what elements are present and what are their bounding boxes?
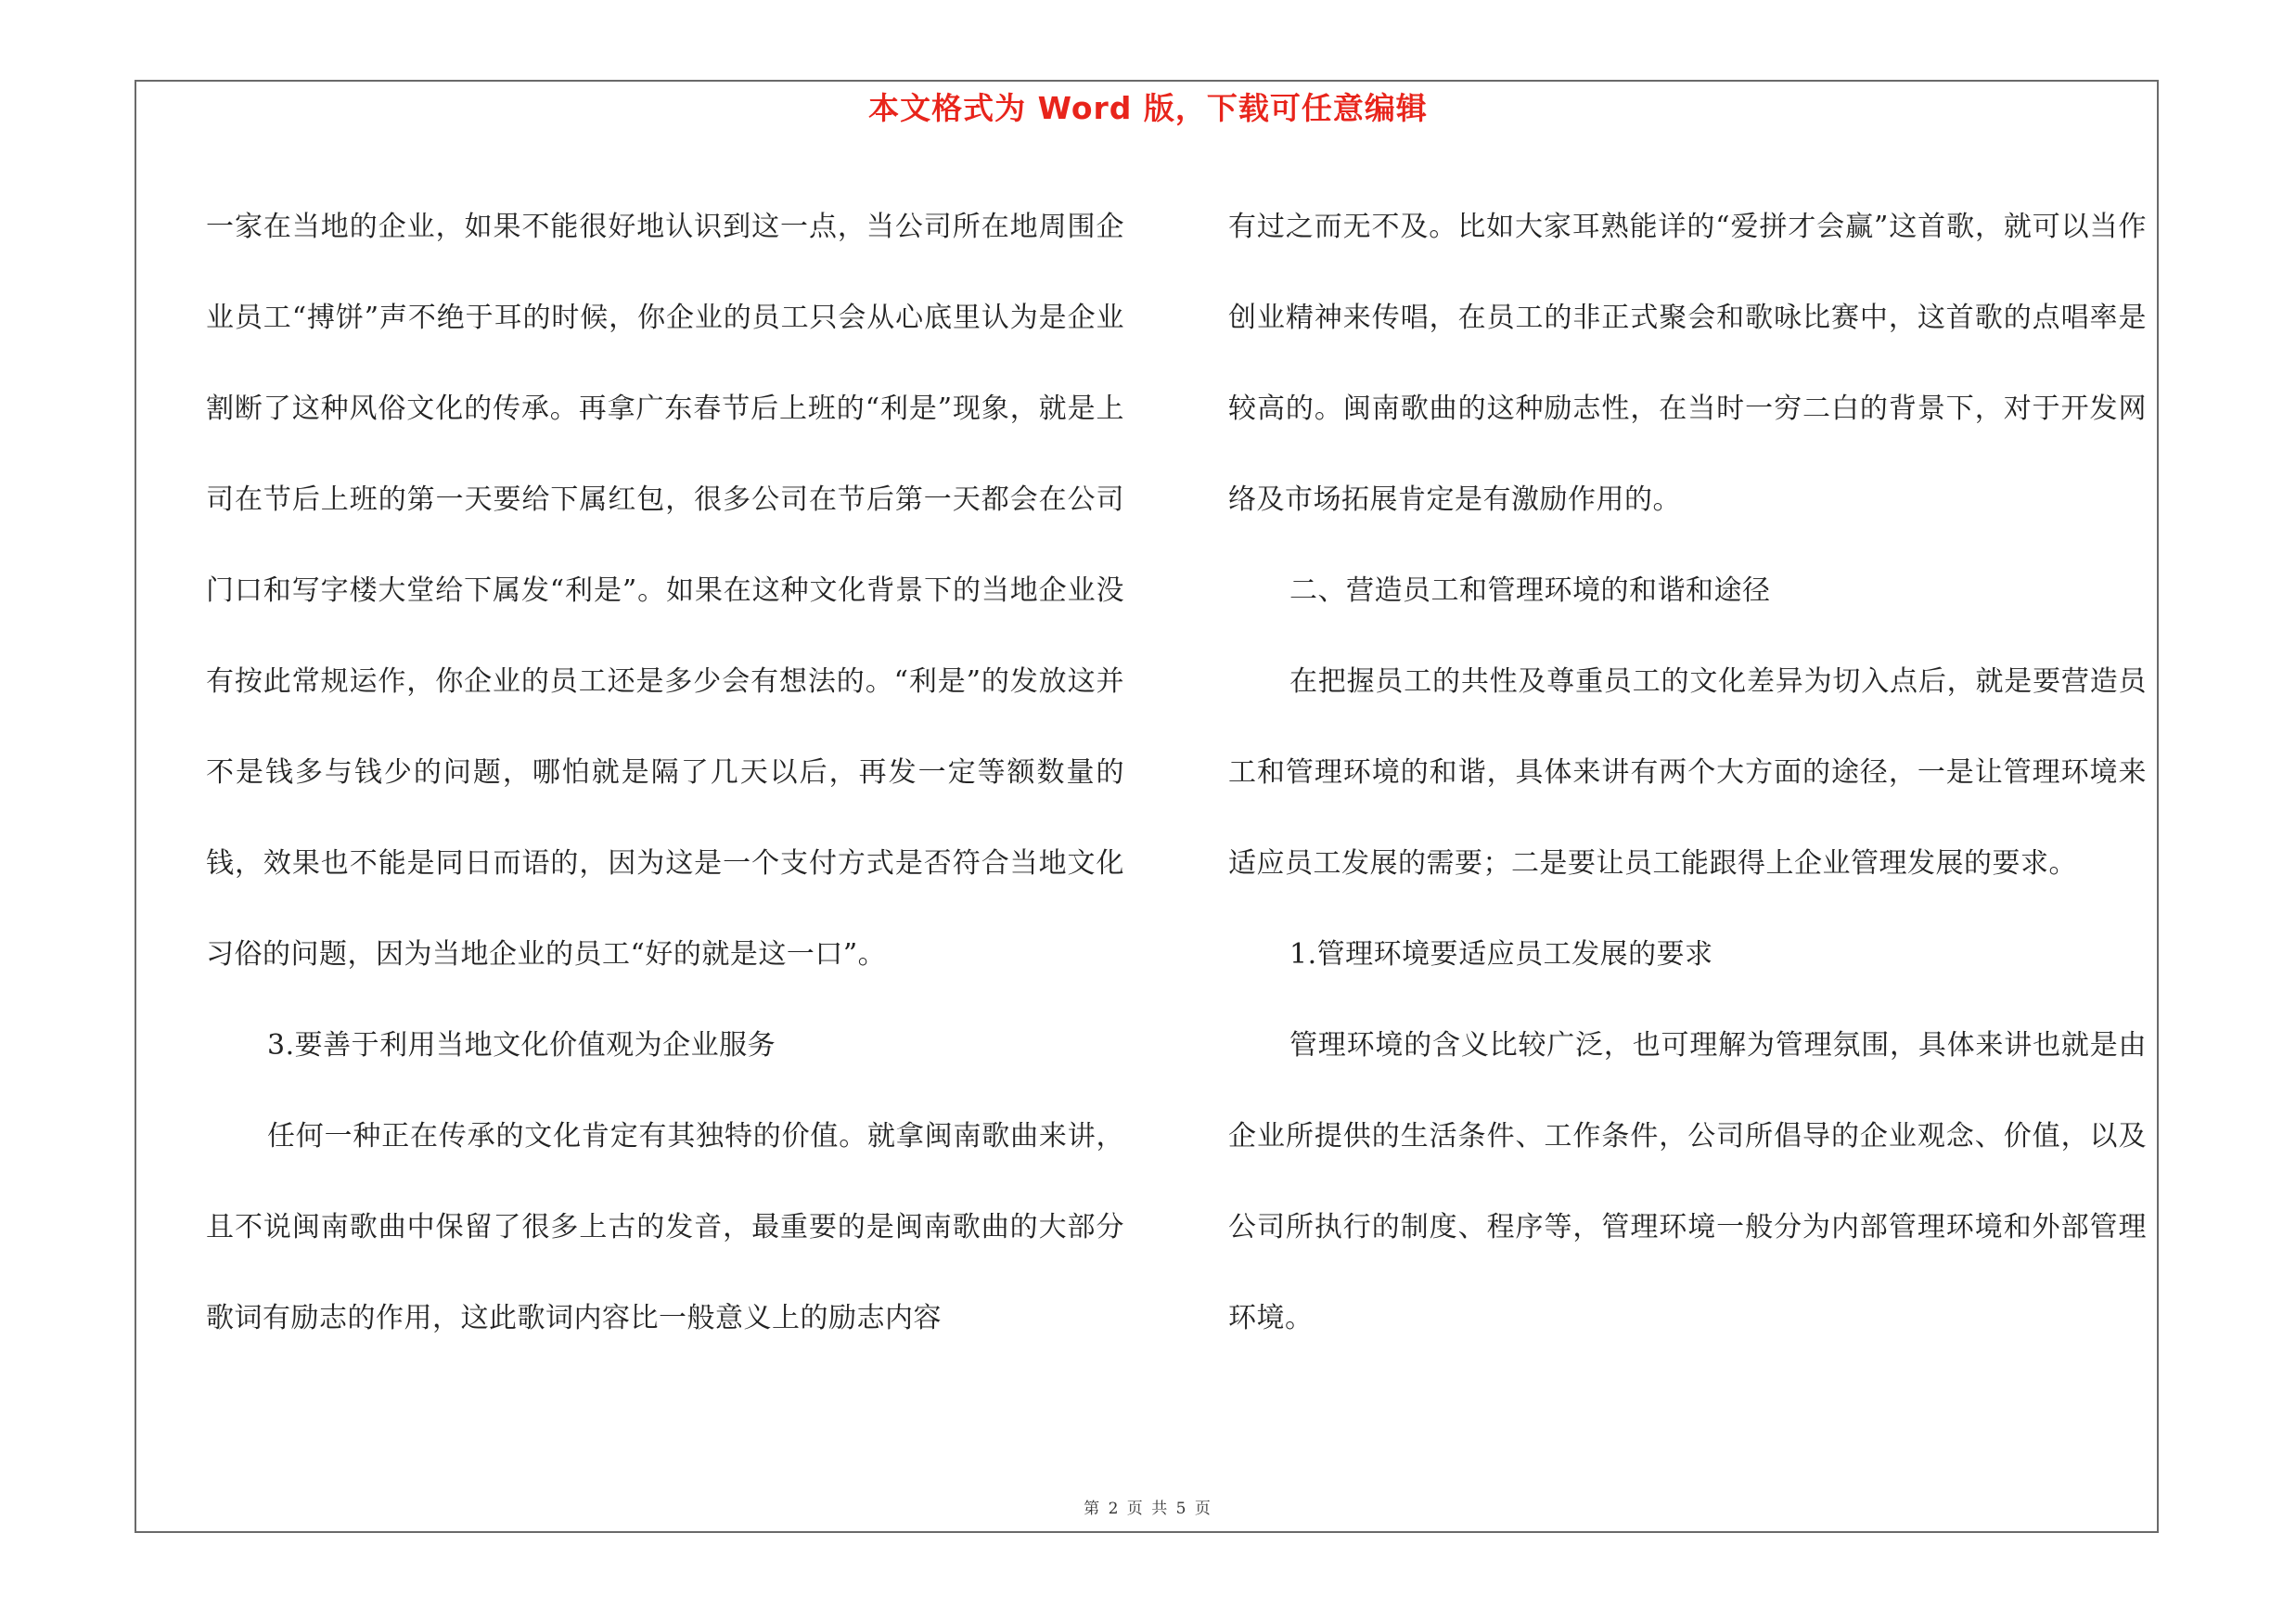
section-heading: 3.要善于利用当地文化价值观为企业服务	[267, 1029, 776, 1062]
paragraph: 在把握员工的共性及尊重员工的文化差异为切入点后，就是要营造员工和管理环境的和谐，具体来讲有两个大方面的途径，一是让管理环境来适应员工发展的需要；二是要让员工能跟得上企业管理发展的要求。	[1228, 665, 2147, 880]
left-column	[206, 182, 1124, 1364]
paragraph: 一家在当地的企业，如果不能很好地认识到这一点，当公司所在地周围企业员工“搏饼”声不绝于耳的时候，你企业的员工只会从心底里认为是企业割断了这种风俗文化的传承。再拿广东春节后上班的“利是”现象，就是上司在节后上班的第一天要给下属红包，很多公司在节后第一天都会在公司门口和写字楼大堂给下属发“利是”。如果在这种文化背景下的当地企业没有按此常规运作，你企业的员工还是多少会有想法的。“利是”的发放这并不是钱多与钱少的问题，哪怕就是隔了几天以后，再发一定等额数量的钱，效果也不能是同日而语的，因为这是一个支付方式是否符合当地文化习俗的问题，因为当地企业的员工“好的就是这一口”。	[206, 211, 1124, 971]
page-number-footer: 第 2 页 共 5 页	[1084, 1500, 1212, 1518]
paragraph: 任何一种正在传承的文化肯定有其独特的价值。就拿闽南歌曲来讲，且不说闽南歌曲中保留了很多上古的发音，最重要的是闽南歌曲的大部分歌词有励志的作用，这此歌词内容比一般意义上的励志内容	[206, 1120, 1124, 1334]
format-notice-banner: 本文格式为 Word 版，下载可任意编辑	[868, 90, 1428, 126]
right-column	[1228, 182, 2147, 1364]
paragraph: 有过之而无不及。比如大家耳熟能详的“爱拼才会赢”这首歌，就可以当作创业精神来传唱，在员工的非正式聚会和歌咏比赛中，这首歌的点唱率是较高的。闽南歌曲的这种励志性，在当时一穷二白的背景下，对于开发网络及市场拓展肯定是有激励作用的。	[1228, 211, 2147, 516]
section-heading: 1.管理环境要适应员工发展的要求	[1289, 938, 1713, 971]
paragraph: 管理环境的含义比较广泛，也可理解为管理氛围，具体来讲也就是由企业所提供的生活条件、工作条件，公司所倡导的企业观念、价值，以及公司所执行的制度、程序等，管理环境一般分为内部管理环境和外部管理环境。	[1228, 1029, 2147, 1334]
section-heading: 二、营造员工和管理环境的和谐和途径	[1289, 574, 1771, 607]
